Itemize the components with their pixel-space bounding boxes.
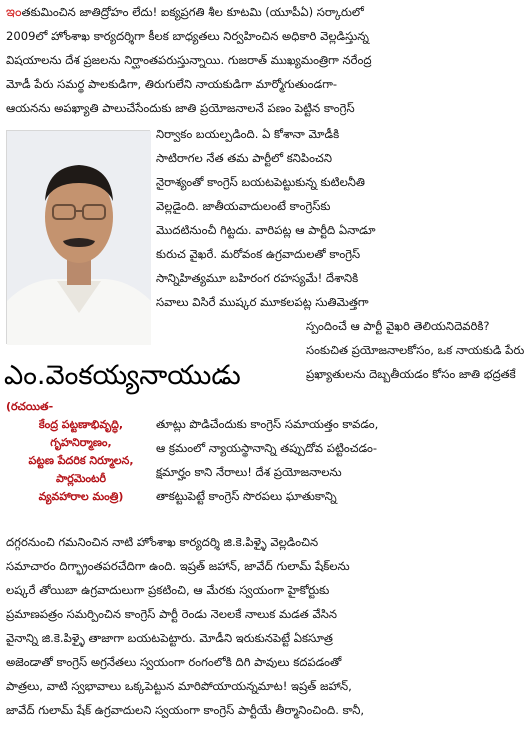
article-line: సవాలు విసిరే ముష్కర మూకలపట్ల సుతిమెత్తగా: [156, 295, 369, 309]
article-line: సమాచారం దిగ్భ్రాంతపరచేదిగా ఉంది. ఇష్రత్ జహాన్, జావేద్ గులామ్ షేక్‌లను: [6, 559, 350, 573]
article-line: ప్రఖ్యాతులను దెబ్బతీయడం కోసం జాతి భద్రతకే: [306, 367, 516, 381]
article-line: వైనాన్ని జి.కె.పిళ్ళై తాజాగా బయటపెట్టారు. మోడీని ఇరుకునపెట్టే ఏకసూత్ర: [6, 631, 333, 645]
article-line-text: తకుమించిన జాతిద్రోహం లేదు! ఐక్యప్రగతి శీల కూటమి (యూపీఏ) సర్కారులో: [21, 5, 364, 19]
article-line: ప్రమాణపత్రం సమర్పించిన కాంగ్రెస్ పార్టీ రెండు నెలలకే నాలుక మడత వేసిన: [6, 607, 338, 621]
article-line: మొదటినుంచీ గిట్టదు. వారిపట్ల ఆ పార్టీది ఏనాడూ: [156, 223, 376, 237]
author-portrait-image: [7, 131, 151, 345]
article-line: తాకట్టుపెట్టే కాంగ్రెస్ సొరపలు ఘాతుకాన్ని: [156, 489, 337, 503]
author-name: ఎం.వెంకయ్యనాయుడు: [4, 360, 241, 391]
article-line: నిర్వాకం బయల్పడింది. ఏ కోశానా మోడీకి: [156, 127, 340, 141]
author-info-line: గృహనిర్మాణం,: [50, 436, 112, 449]
author-info-line: వ్యవహారాల మంత్రి): [38, 490, 124, 503]
author-info-line: పార్లమెంటరీ: [55, 472, 107, 485]
article-line: వెల్లడైంది. జాతీయవాదులంటే కాంగ్రెస్‌కు: [156, 199, 331, 213]
dropcap: ఇం: [6, 5, 22, 20]
article-line: ఆయనను అపఖ్యాతి పాలుచేసేందుకు జాతి ప్రయోజనాలనే పణం పెట్టిన కాంగ్రెస్: [6, 101, 355, 115]
author-credentials: [6, 398, 156, 506]
article-line: దగ్గరనుంచి గమనించిన నాటి హోంశాఖ కార్యదర్శి జి.కె.పిళ్ళై వెల్లడించిన: [6, 535, 319, 549]
article-line: కురుచ వైఖరే. మరోవంక ఉగ్రవాదులతో కాంగ్రెస్: [156, 247, 361, 261]
article-line: తూట్లు పొడిచేందుకు కాంగ్రెస్ సమాయత్తం కావడం,: [156, 417, 379, 431]
author-info-line: కేంద్ర పట్టణాభివృద్ధి,: [38, 418, 124, 431]
article-line: విషయాలను దేశ ప్రజలను నిర్ఘాంతపరుస్తున్నాయి. గుజరాత్ ముఖ్యమంత్రిగా నరేంద్ర: [6, 53, 372, 67]
article-line: సాటిరాగల నేత తమ పార్టీలో కనిపించని: [156, 151, 332, 165]
author-info-line: పట్టణ పేదరిక నిర్మూలన,: [28, 454, 134, 467]
article-line: ఆ క్రమంలో న్యాయస్థానాన్ని తప్పుదోవ పట్టించడం-: [156, 441, 378, 455]
article-line: లష్కరే తోయిబా ఉగ్రవాదులుగా ప్రకటించి, ఆ మేరకు స్వయంగా హైకోర్టుకు: [6, 583, 330, 597]
article-line: సంకుచిత ప్రయోజనాలకోసం, ఒక నాయకుడి పేరు: [306, 343, 524, 357]
article-line: క్షమార్హం కాని నేరాలు! దేశ ప్రయోజనాలను: [156, 465, 342, 479]
article-line: 2009లో హోంశాఖ కార్యదర్శిగా కీలక బాధ్యతలు నిర్వహించిన అధికారి వెల్లడిస్తున్న: [6, 29, 369, 43]
article-line: [6, 4, 455, 21]
article-line: మోడీ పేరు సమర్థ పాలకుడిగా, తిరుగులేని నాయకుడిగా మార్మోగుతుండగా-: [6, 77, 338, 91]
author-info-line: (రచయిత-: [6, 400, 54, 413]
article-line: అజెండాతో కాంగ్రెస్ అగ్రనేతలు స్వయంగా రంగంలోకి దిగి పావులు కదపడంతో: [6, 655, 342, 669]
article-line: సాన్నిహిత్యమూ బహిరంగ రహస్యమే! దేశానికి: [156, 271, 359, 285]
article-line: జావేద్ గులామ్ షేక్ ఉగ్రవాదులని స్వయంగా కాంగ్రెస్ పార్టీయే తీర్మానించింది. కానీ,: [6, 703, 365, 717]
article-line: స్పందించే ఆ పార్టీ వైఖరి తెలియనిదెవరికి?: [306, 319, 490, 333]
article-line: పాత్రలు, వాటి స్వభావాలు ఒక్కపెట్టున మారిపోయాయన్నమాట! ఇష్రత్ జహాన్,: [6, 679, 352, 693]
article-line: నైరాశ్యంతో కాంగ్రెస్ బయటపెట్టుకున్న కుటిలనీతి: [156, 175, 365, 189]
author-photo: [6, 130, 150, 344]
